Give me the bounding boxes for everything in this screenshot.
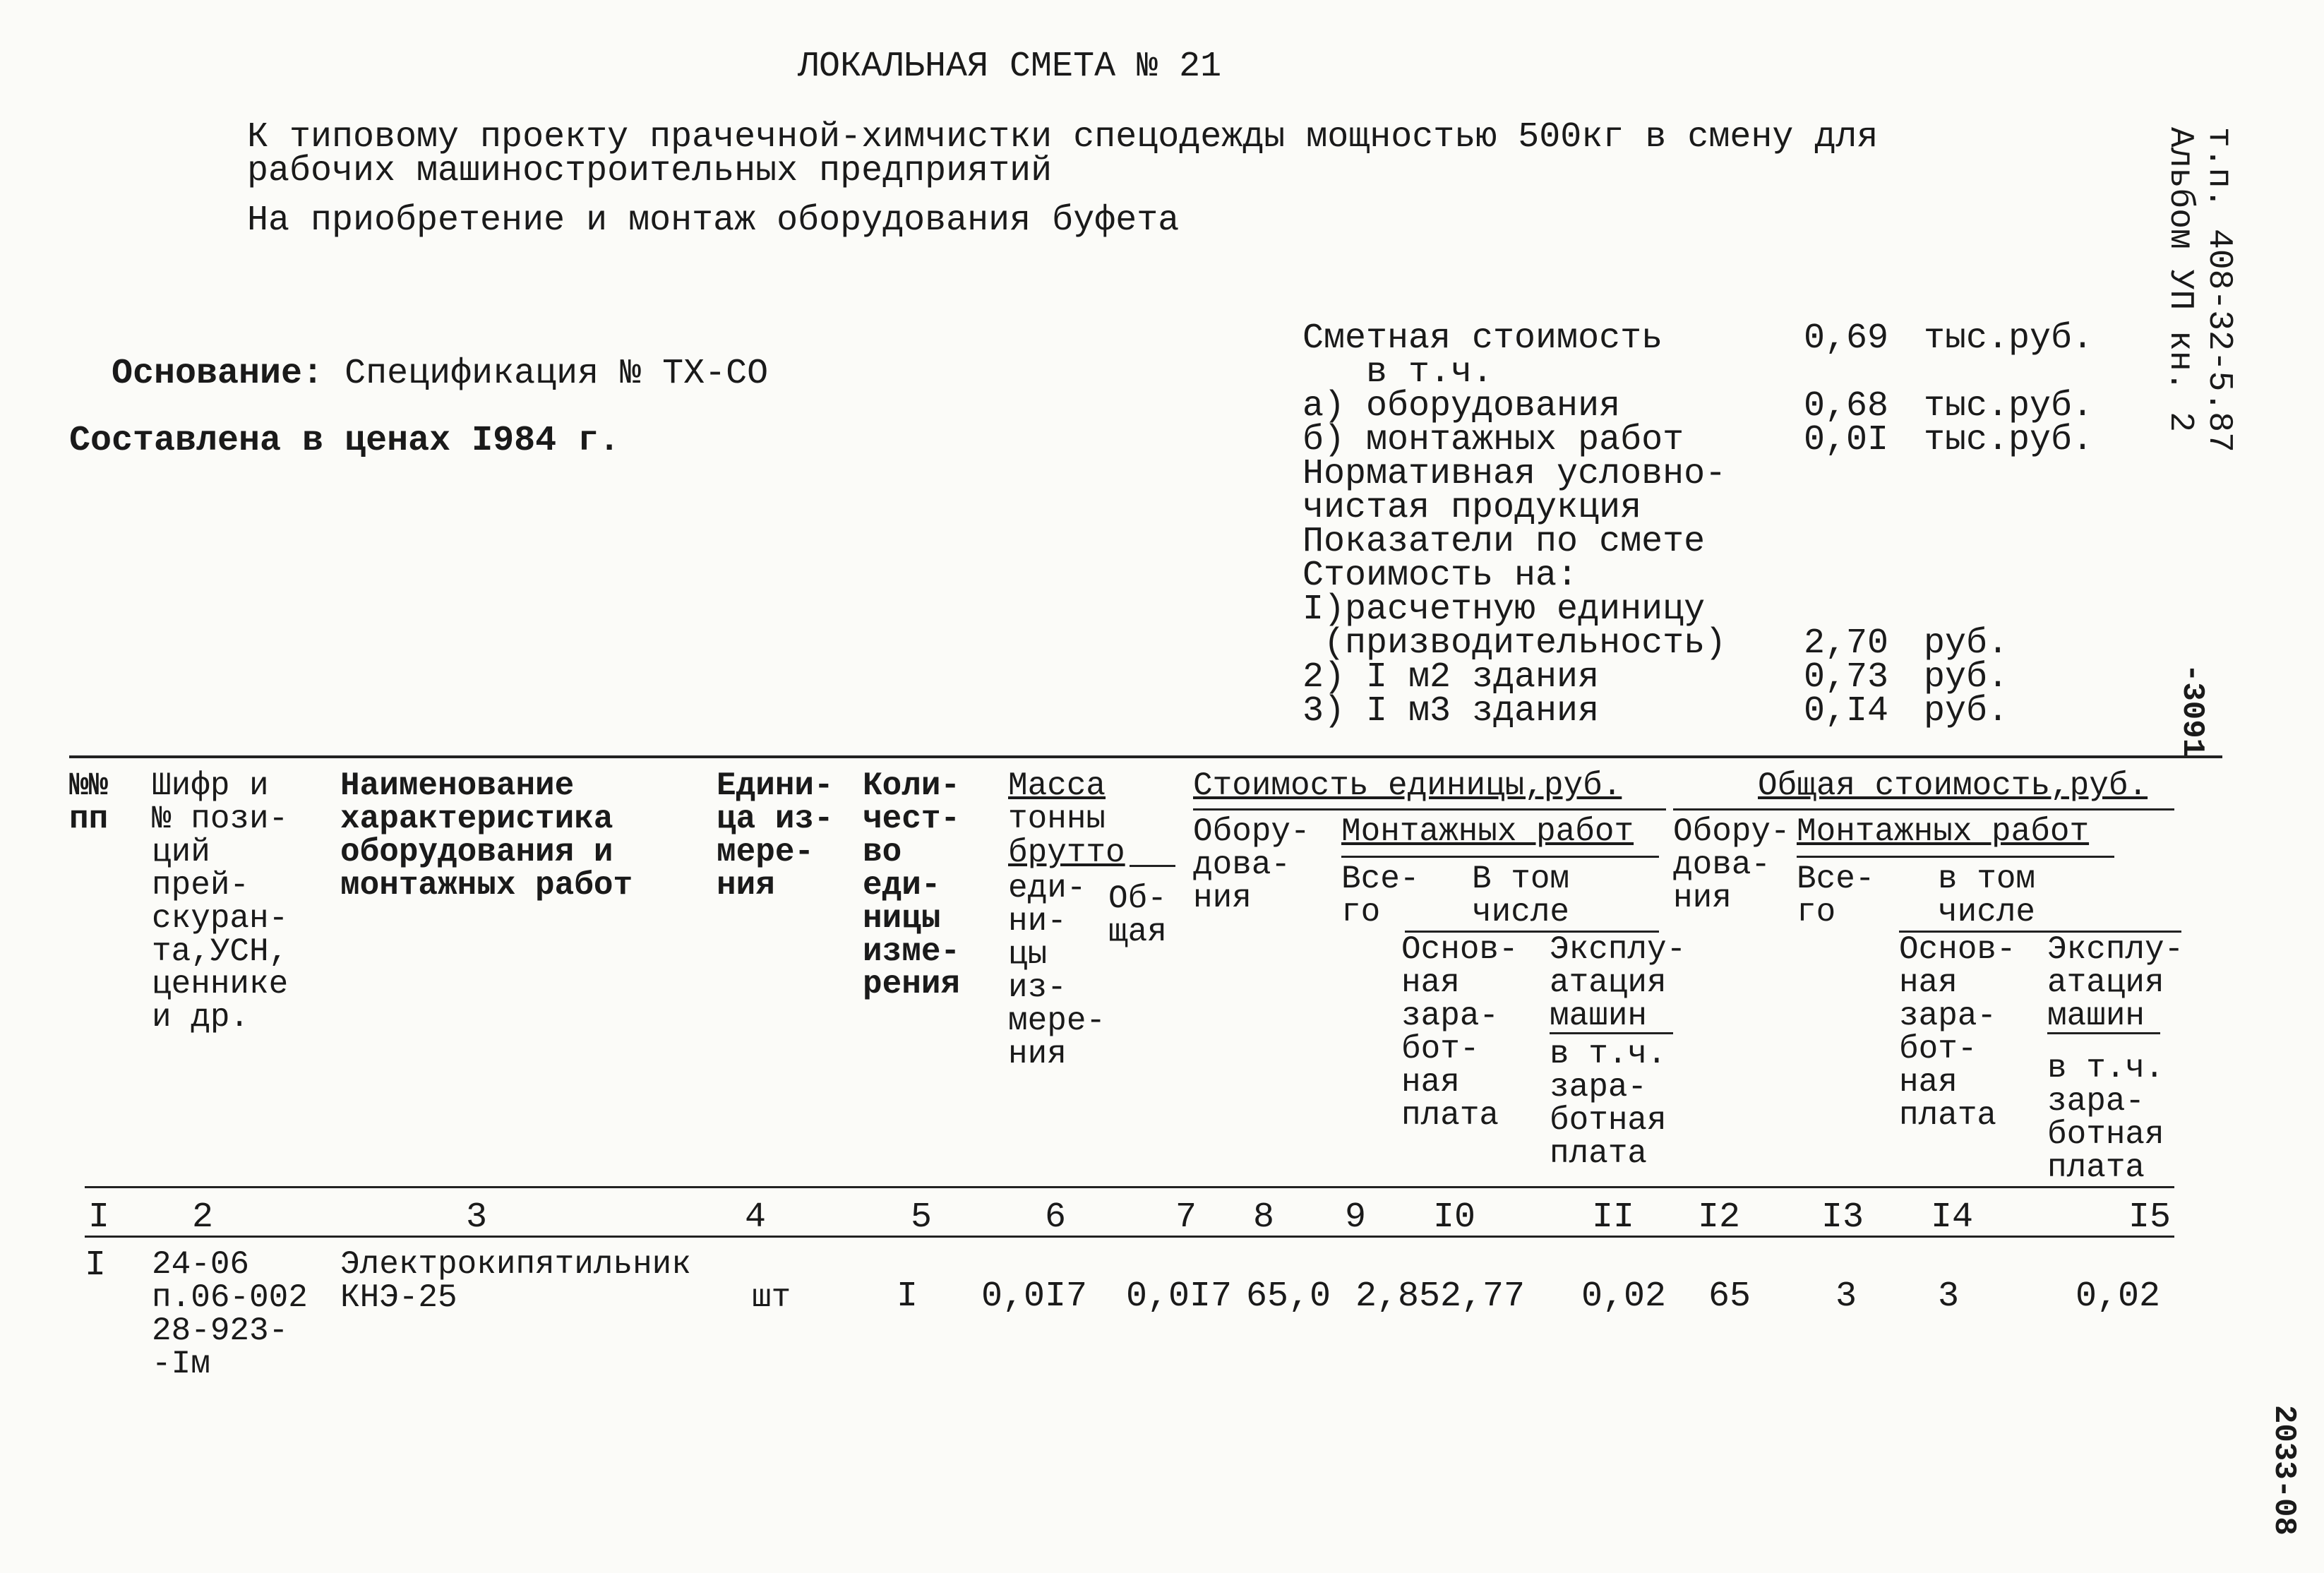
summary-label: б) монтажных работ (1302, 420, 1684, 460)
col-header-brutto: брутто (1008, 835, 1125, 871)
summary-label: в т.ч. (1302, 352, 1494, 393)
machines-2-rule (2047, 1032, 2160, 1034)
column-number: 7 (1175, 1197, 1197, 1238)
column-numbers-rule (85, 1236, 2174, 1238)
side-project-code: т.п. 408-32-5.87 (2200, 127, 2238, 453)
summary-value: 0,73 (1804, 657, 1889, 698)
col-header-name: Наименование характеристика оборудования и монтажных работ (340, 767, 633, 904)
row-equip-total: 65 (1708, 1276, 1751, 1317)
row-name: Электрокипятильник КНЭ-25 (340, 1246, 691, 1316)
summary-label: Показатели по смете (1302, 522, 1706, 562)
summary-unit: тыс.руб. (1924, 420, 2094, 460)
col-header-qty: Коли- чест- во еди- ницы изме- рения (863, 767, 961, 1003)
unit-cost-rule (1193, 808, 1666, 811)
col-header-machines: Эксплу- атация машин (1550, 931, 1687, 1034)
summary-label: а) оборудования (1302, 386, 1621, 426)
column-number: I4 (1931, 1197, 1974, 1238)
subtitle-line-2: рабочих машиностроительных предприятий (247, 151, 1053, 191)
col-header-machines-2: Эксплу- атация машин (2047, 931, 2184, 1034)
summary-label: 3) I м3 здания (1302, 691, 1600, 731)
header-bottom-rule (85, 1186, 2174, 1188)
summary-unit: тыс.руб. (1924, 386, 2094, 426)
column-number: 5 (911, 1197, 933, 1238)
col-header-num: №№ пп (69, 767, 109, 837)
col-header-unit-cost: Стоимость единицы,руб. (1193, 767, 1622, 804)
row-mass-unit: 0,0I7 (981, 1276, 1088, 1317)
column-number: 4 (745, 1197, 767, 1238)
col-header-machines-wage: в т.ч. зара- ботная плата (1550, 1036, 1667, 1172)
col-header-incl-1: В том числе (1472, 861, 1570, 931)
column-number: 6 (1045, 1197, 1067, 1238)
summary-label: I)расчетную единицу (1302, 590, 1706, 630)
basis-value: Спецификация № ТХ-СО (345, 354, 769, 394)
subject-line: На приобретение и монтаж оборудования буфета (247, 201, 1180, 241)
summary-label: Нормативная условно- (1302, 454, 1727, 494)
row-mont-total: 2,85 (1355, 1276, 1441, 1317)
summary-value: 0,68 (1804, 386, 1889, 426)
col-header-mass-total: Об- щая (1108, 880, 1167, 950)
table-top-rule (69, 755, 2222, 758)
summary-value: 0,I4 (1804, 691, 1889, 731)
col-header-wage-2: Основ- ная зара- бот- ная плата (1899, 931, 2016, 1134)
row-code: 24-06 п.06-002 28-923- -Iм (152, 1246, 308, 1382)
col-header-mass-unit: еди- ни- цы из- мере- ния (1008, 870, 1106, 1072)
column-number: II (1592, 1197, 1635, 1238)
column-number: 2 (192, 1197, 214, 1238)
summary-value: 0,0I (1804, 420, 1889, 460)
col-header-incl-2: в том числе (1938, 861, 2036, 931)
column-number: 3 (466, 1197, 488, 1238)
basis-label: Основание: (112, 354, 324, 394)
col-header-total-cost: Общая стоимость,руб. (1758, 767, 2148, 804)
column-number: I0 (1433, 1197, 1476, 1238)
row-unit: шт (752, 1279, 791, 1316)
mont-1-rule (1341, 856, 1659, 858)
col-header-wage: Основ- ная зара- бот- ная плата (1401, 931, 1519, 1134)
row-machines-2: 0,02 (2076, 1276, 2161, 1317)
summary-unit: тыс.руб. (1924, 318, 2094, 359)
mont-2-rule (1797, 856, 2114, 858)
col-header-mass-tons: тонны (1008, 801, 1106, 837)
col-header-machines-wage-2: в т.ч. зара- ботная плата (2047, 1050, 2164, 1186)
column-number: I5 (2128, 1197, 2172, 1238)
column-number: I2 (1698, 1197, 1741, 1238)
row-wage-2: 3 (1938, 1276, 1960, 1317)
summary-label: (призводительность) (1302, 623, 1727, 664)
summary-unit: руб. (1924, 657, 2009, 698)
basis (69, 321, 768, 392)
document-title: ЛОКАЛЬНАЯ СМЕТА № 21 (798, 47, 1222, 87)
col-header-code: Шифр и № пози- ций прей- скуран- та,УСН, ценнике и др. (152, 767, 289, 1036)
col-header-equip: Обору- дова- ния (1193, 813, 1310, 916)
machines-rule (1550, 1032, 1673, 1034)
column-number: 9 (1345, 1197, 1367, 1238)
total-cost-rule (1673, 808, 2174, 811)
row-mass-total: 0,0I7 (1126, 1276, 1233, 1317)
summary-label: чистая продукция (1302, 488, 1642, 528)
summary-value: 2,70 (1804, 623, 1889, 664)
prices-note: Составлена в ценах I984 г. (69, 421, 621, 461)
column-number: 8 (1253, 1197, 1275, 1238)
col-header-unit: Едини- ца из- мере- ния (717, 767, 834, 904)
side-album: Альбом УП кн. 2 (2161, 127, 2199, 433)
col-header-mont-total: Все- го (1341, 861, 1420, 931)
summary-label: Стоимость на: (1302, 556, 1579, 596)
summary-label: Сметная стоимость (1302, 318, 1663, 359)
subtitle-line-1: К типовому проекту прачечной-химчистки спецодежды мощностью 500кг в смену для (247, 117, 1879, 157)
column-number: I3 (1821, 1197, 1864, 1238)
row-machines: 0,02 (1581, 1276, 1667, 1317)
summary-value: 0,69 (1804, 318, 1889, 359)
side-number-2: 2033-08 (2266, 1405, 2301, 1536)
row-mont-total-2: 3 (1835, 1276, 1857, 1317)
summary-unit: руб. (1924, 691, 2009, 731)
row-qty: I (897, 1276, 918, 1317)
col-header-mass: Масса (1008, 767, 1106, 804)
brutto-rule (1130, 865, 1175, 867)
col-header-mont-total-2: Все- го (1797, 861, 1875, 931)
summary-label: 2) I м2 здания (1302, 657, 1600, 698)
row-wage: 2,77 (1440, 1276, 1526, 1317)
col-header-equip-total: Обору- дова- ния (1673, 813, 1790, 916)
col-header-mont-2: Монтажных работ (1797, 813, 2090, 850)
summary-unit: руб. (1924, 623, 2009, 664)
column-number: I (88, 1197, 110, 1238)
side-number-1: -3091 (2174, 664, 2210, 758)
row-num: I (85, 1245, 107, 1286)
row-equip: 65,0 (1246, 1276, 1331, 1317)
col-header-mont-1: Монтажных работ (1341, 813, 1634, 850)
